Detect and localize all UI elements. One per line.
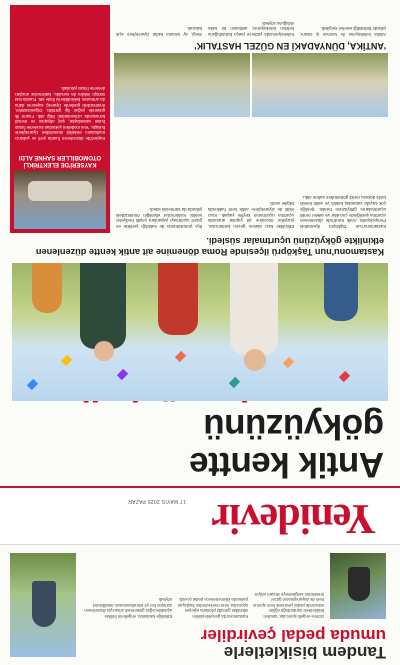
kite-shape	[339, 371, 350, 382]
body-column-2	[208, 121, 294, 229]
kite-shape	[283, 357, 294, 368]
person-figure	[324, 263, 358, 321]
teaser-text-3: Etkinliğe katılanlar, engellerin birlikte aşılabileceğini göstermek amacıyla düzenlenen sürüşün her yıl tekrarlanmasını istediklerini söyledi.	[84, 597, 172, 619]
masthead	[0, 486, 400, 545]
body-text-1: Kastamonu'nun Taşköprü ilçesindeki Pompeiopolis Antik Kenti'nde düzenlenen uçurtma şenliğinde çocuklar ve aileler renkli uçurtmalarını gökyüzüne bıraktı. Şenliğe çok sayıda vatandaş katıldı ve antik kentin tarihi dokusu renkli görüntülere sahne oldu.	[300, 195, 386, 229]
person-figure	[32, 263, 62, 313]
kite-shape	[229, 377, 240, 388]
person-face	[244, 349, 266, 371]
teaser-column-3	[84, 553, 172, 619]
story-subhead: Kastamonu'nun Taşköprü ilçesinde Roma dönemine ait antik kentte düzenlenen etkinlikte gökyüzünü uçurtmalar süsledi.	[35, 236, 384, 257]
person-figure	[230, 263, 278, 355]
teaser-headline-line2: umuda pedal çevirdiler	[200, 626, 386, 645]
teaser-headline-line1: Tandem bisikletlerle	[223, 643, 386, 662]
body-text-3: İlçe protokolünün de katıldığı şenlikte en güzel uçurtmayı yapanlara çeşitli hediyeler verildi. Katılımcılar etkinliğin önümüzdeki yıllarda da sürmesini istedi.	[116, 206, 202, 229]
sidebar-text	[15, 9, 105, 141]
teaser-text-1: Görme engelli sporcular, tandem bisikletlerle sürdürdüğü eğitim sürecinde pedal çevirerek hem sporun hem de dayanışmanın güzel örneklerini sergilemeye devam ediyor.	[253, 591, 324, 619]
kite-shape	[61, 355, 72, 366]
person-figure	[158, 263, 198, 335]
issue-date: 17 MAYIS 2025 PAZAR	[127, 498, 186, 504]
teaser-photo	[330, 553, 386, 619]
teaser-column-2	[176, 553, 248, 619]
main-headline-line1: Antik kentte gökyüzünü	[189, 407, 384, 484]
second-headline: 'ANTİKA, DÜNYADAKİ EN GÜZEL HASTALIK'	[194, 41, 386, 51]
body-column-3	[116, 121, 202, 229]
sidebar-paragraph: Kayseri'de düzenlenen fuarda yerli ve yabancı markaların elektrikli otomobilleri ziyaretçilerle buluştu. Yeni modelleri yakından inceleme fırsatı bulan vatandaşlar, şarj altyapısı ve menzil konusunda uzmanlardan bilgi aldı. Fuarın ilk gününde yoğun ilgi görüldü. Organizatörler, önümüzdeki günlerde ziyaretçi sayısının daha da artmasını beklediklerini ifade etti. Fuarda test sürüşü imkânı da sunuldu, katılımcılar araçları deneme fırsatı yakaladı.	[15, 86, 105, 141]
second-text-1: Antika koleksiyonu ile tanınan iş insanı, yıllardır biriktirdiği eserleri sergiledi.	[300, 26, 386, 37]
kite-shape	[175, 351, 186, 362]
teaser-text-2: Kastamonu'da gerçekleştirilen etkinlikte gönüllü pilotlarla eşleşen sporcular, kent merkezinden başlayan parkurda kilometrelerce pedal çevirdi.	[177, 597, 248, 619]
teaser-column-1	[252, 553, 324, 619]
teaser-headline	[136, 627, 386, 661]
second-column-3	[116, 3, 202, 37]
person-face	[94, 341, 114, 361]
teaser-side-photo	[10, 553, 76, 657]
sidebar-photo	[14, 171, 106, 229]
body-column-1	[300, 121, 386, 229]
kite-shape	[27, 379, 38, 390]
kite-shape	[117, 369, 128, 380]
second-column-2	[208, 3, 294, 37]
antique-photo-2	[114, 53, 250, 117]
body-text-2: Etkinlikte kazı alanını gezen katılımcılar, yüzyıllar öncesine ait yapılar arasında uçurtma uçurmanın keyfini yaşadı. Kazı ekibi de ziyaretçilere antik kent hakkında bilgiler verdi.	[208, 201, 294, 229]
antique-photo-1	[252, 53, 388, 117]
second-text-2: Koleksiyonunda yüzlerce parça bulunduğunu belirten koleksiyoner, antikanın bir tutku olduğunu söyledi.	[208, 21, 294, 37]
teaser-story	[0, 545, 400, 665]
sidebar-headline: KAYSERİ'DE ELEKTRİKLİ OTOMOBİLLER SAHNE ALDI	[18, 153, 102, 167]
person-figure	[80, 263, 126, 349]
second-text-3: Sergi, ay sonuna kadar ziyaretçilere açık kalacak.	[116, 26, 202, 37]
second-column-1	[300, 3, 386, 37]
newspaper-logo: Yenidevir	[212, 495, 376, 541]
hero-photo	[12, 263, 388, 401]
sidebar-story	[10, 5, 110, 233]
